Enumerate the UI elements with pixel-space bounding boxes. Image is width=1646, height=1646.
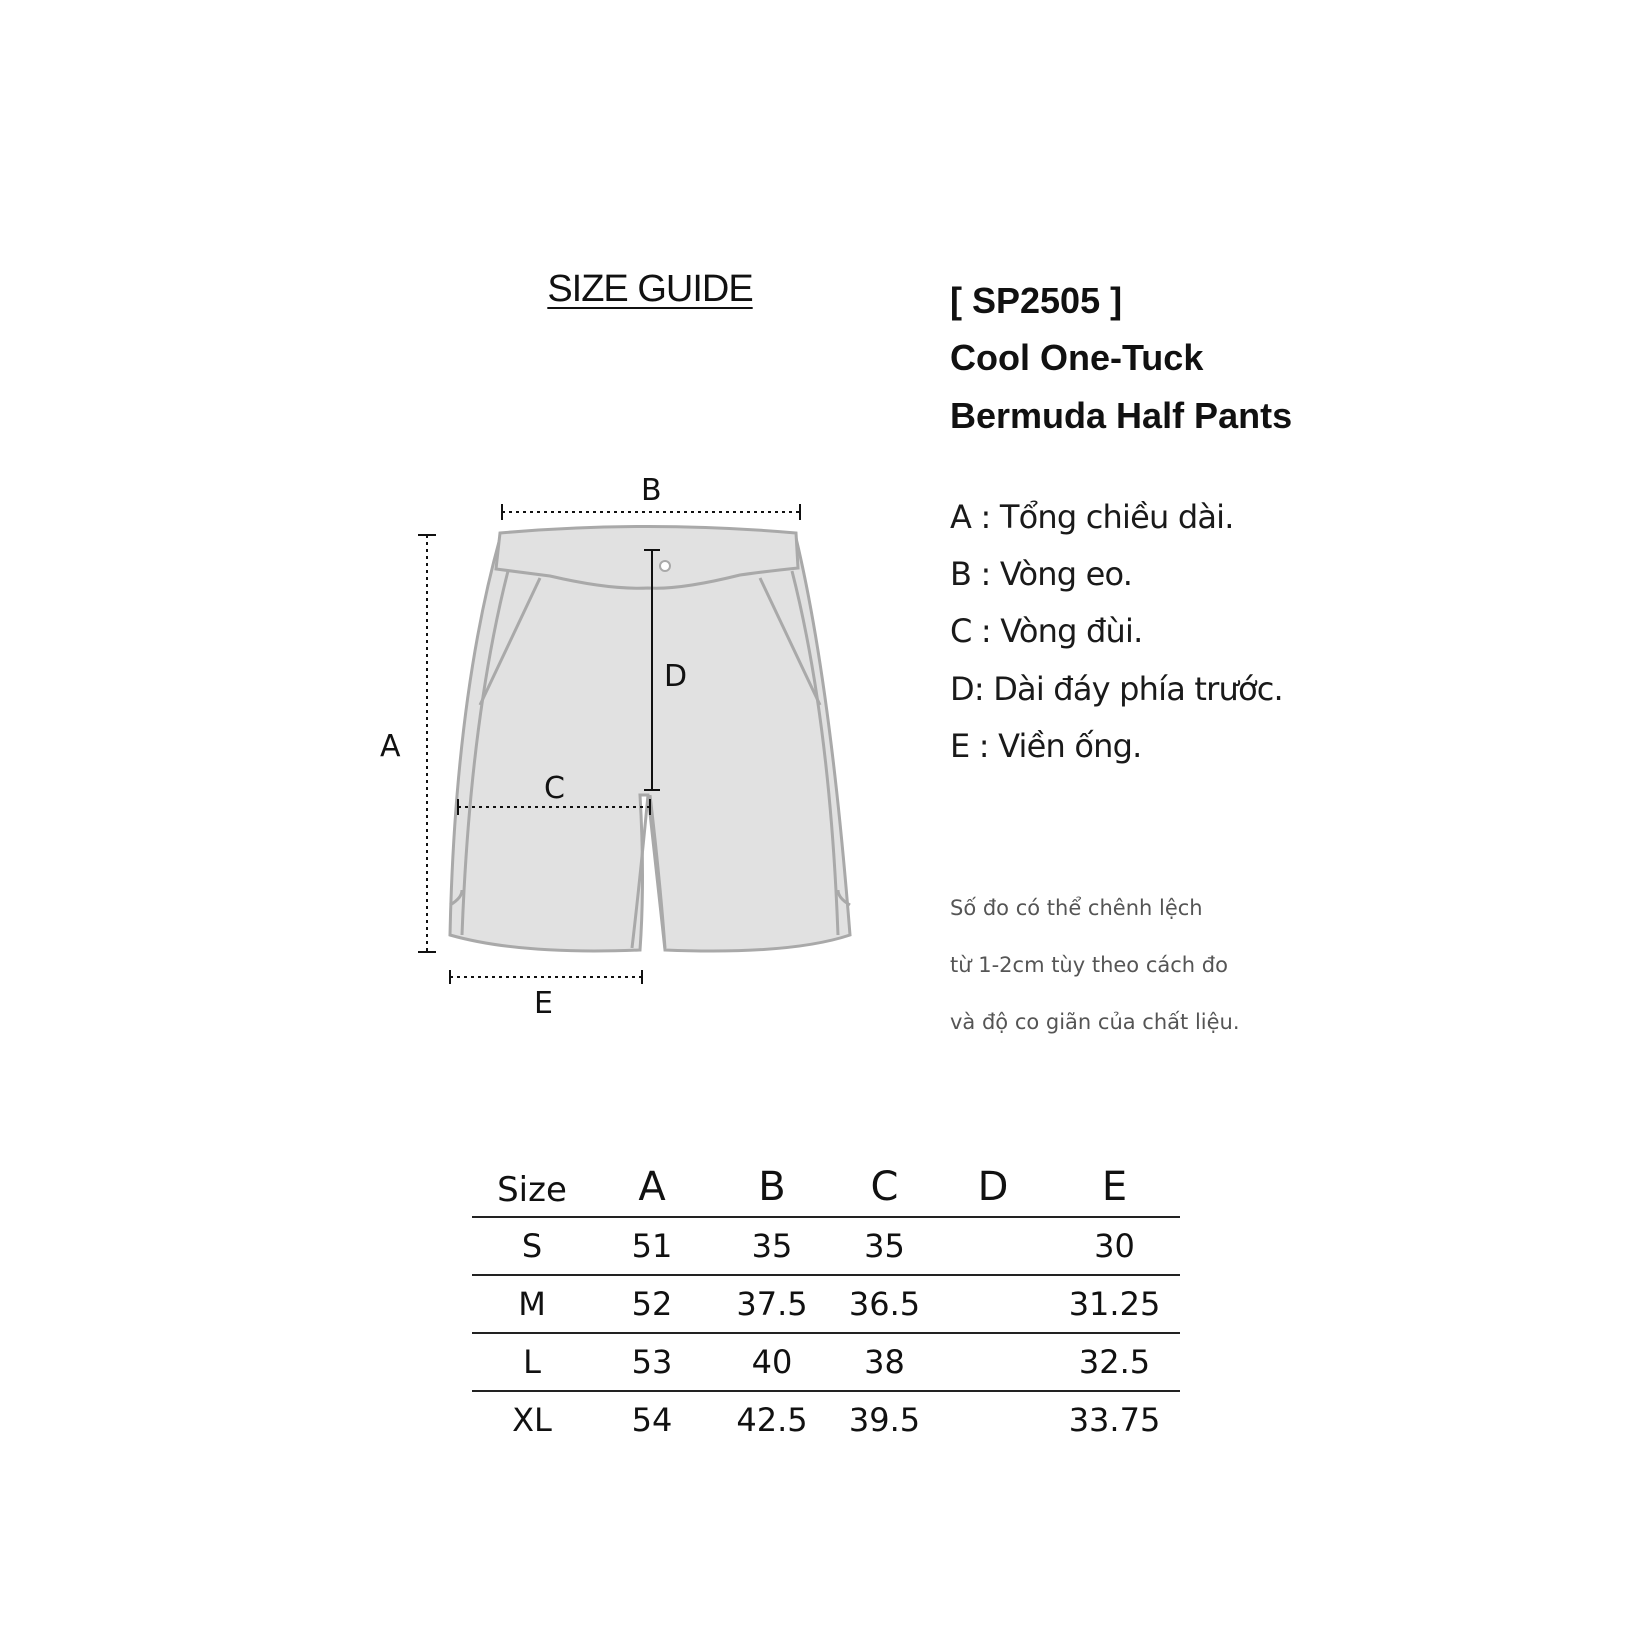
note-line-2: từ 1-2cm tùy theo cách đo: [950, 953, 1228, 977]
table-cell: 37.5: [712, 1275, 832, 1333]
table-header-a: A: [638, 1164, 666, 1210]
table-header-row: [472, 1140, 1180, 1217]
table-cell: [937, 1391, 1049, 1448]
label-b: B: [641, 473, 662, 508]
table-cell: 38: [832, 1333, 937, 1391]
size-table: [472, 1140, 1180, 1448]
note-line-1: Số đo có thể chênh lệch: [950, 896, 1203, 920]
table-cell: 32.5: [1049, 1333, 1180, 1391]
table-cell: 52: [592, 1275, 712, 1333]
table-header-d: D: [977, 1164, 1009, 1210]
table-row: [472, 1275, 1180, 1333]
label-d: D: [664, 659, 688, 694]
product-name-line2: Bermuda Half Pants: [950, 395, 1293, 436]
label-e: E: [534, 986, 553, 1021]
waist-button: [660, 561, 670, 571]
product-name-line1: Cool One-Tuck: [950, 337, 1204, 378]
legend-b: B : Vòng eo.: [950, 555, 1133, 593]
table-cell: [937, 1217, 1049, 1275]
table-cell: 31.25: [1049, 1275, 1180, 1333]
table-row: [472, 1391, 1180, 1448]
table-header-size: Size: [497, 1170, 567, 1210]
legend-d: D: Dài đáy phía trước.: [950, 670, 1283, 708]
table-cell: 53: [592, 1333, 712, 1391]
note-line-3: và độ co giãn của chất liệu.: [950, 1010, 1240, 1034]
table-cell: 54: [592, 1391, 712, 1448]
table-cell: M: [472, 1275, 592, 1333]
table-cell: [937, 1333, 1049, 1391]
table-cell: 39.5: [832, 1391, 937, 1448]
measure-e-line: [450, 970, 642, 984]
table-cell: XL: [472, 1391, 592, 1448]
table-header-c: C: [870, 1164, 899, 1210]
label-a: A: [380, 729, 401, 764]
table-row: [472, 1217, 1180, 1275]
measure-a-line: [418, 535, 436, 952]
table-cell: 30: [1049, 1217, 1180, 1275]
page-title: SIZE GUIDE: [547, 268, 753, 310]
table-cell: 35: [712, 1217, 832, 1275]
table-cell: 51: [592, 1217, 712, 1275]
table-header-b: B: [758, 1164, 786, 1210]
table-cell: 42.5: [712, 1391, 832, 1448]
table-cell: 33.75: [1049, 1391, 1180, 1448]
table-row: [472, 1333, 1180, 1391]
table-cell: 36.5: [832, 1275, 937, 1333]
legend-c: C : Vòng đùi.: [950, 612, 1143, 650]
table-cell: S: [472, 1217, 592, 1275]
table-cell: 40: [712, 1333, 832, 1391]
table-header-e: E: [1101, 1164, 1128, 1210]
legend-e: E : Viền ống.: [950, 727, 1142, 765]
table-cell: 35: [832, 1217, 937, 1275]
shorts-body: [450, 538, 850, 951]
table-cell: [937, 1275, 1049, 1333]
table-cell: L: [472, 1333, 592, 1391]
legend-a: A : Tổng chiều dài.: [950, 498, 1234, 536]
product-code: [ SP2505 ]: [950, 280, 1123, 321]
label-c: C: [544, 771, 565, 806]
